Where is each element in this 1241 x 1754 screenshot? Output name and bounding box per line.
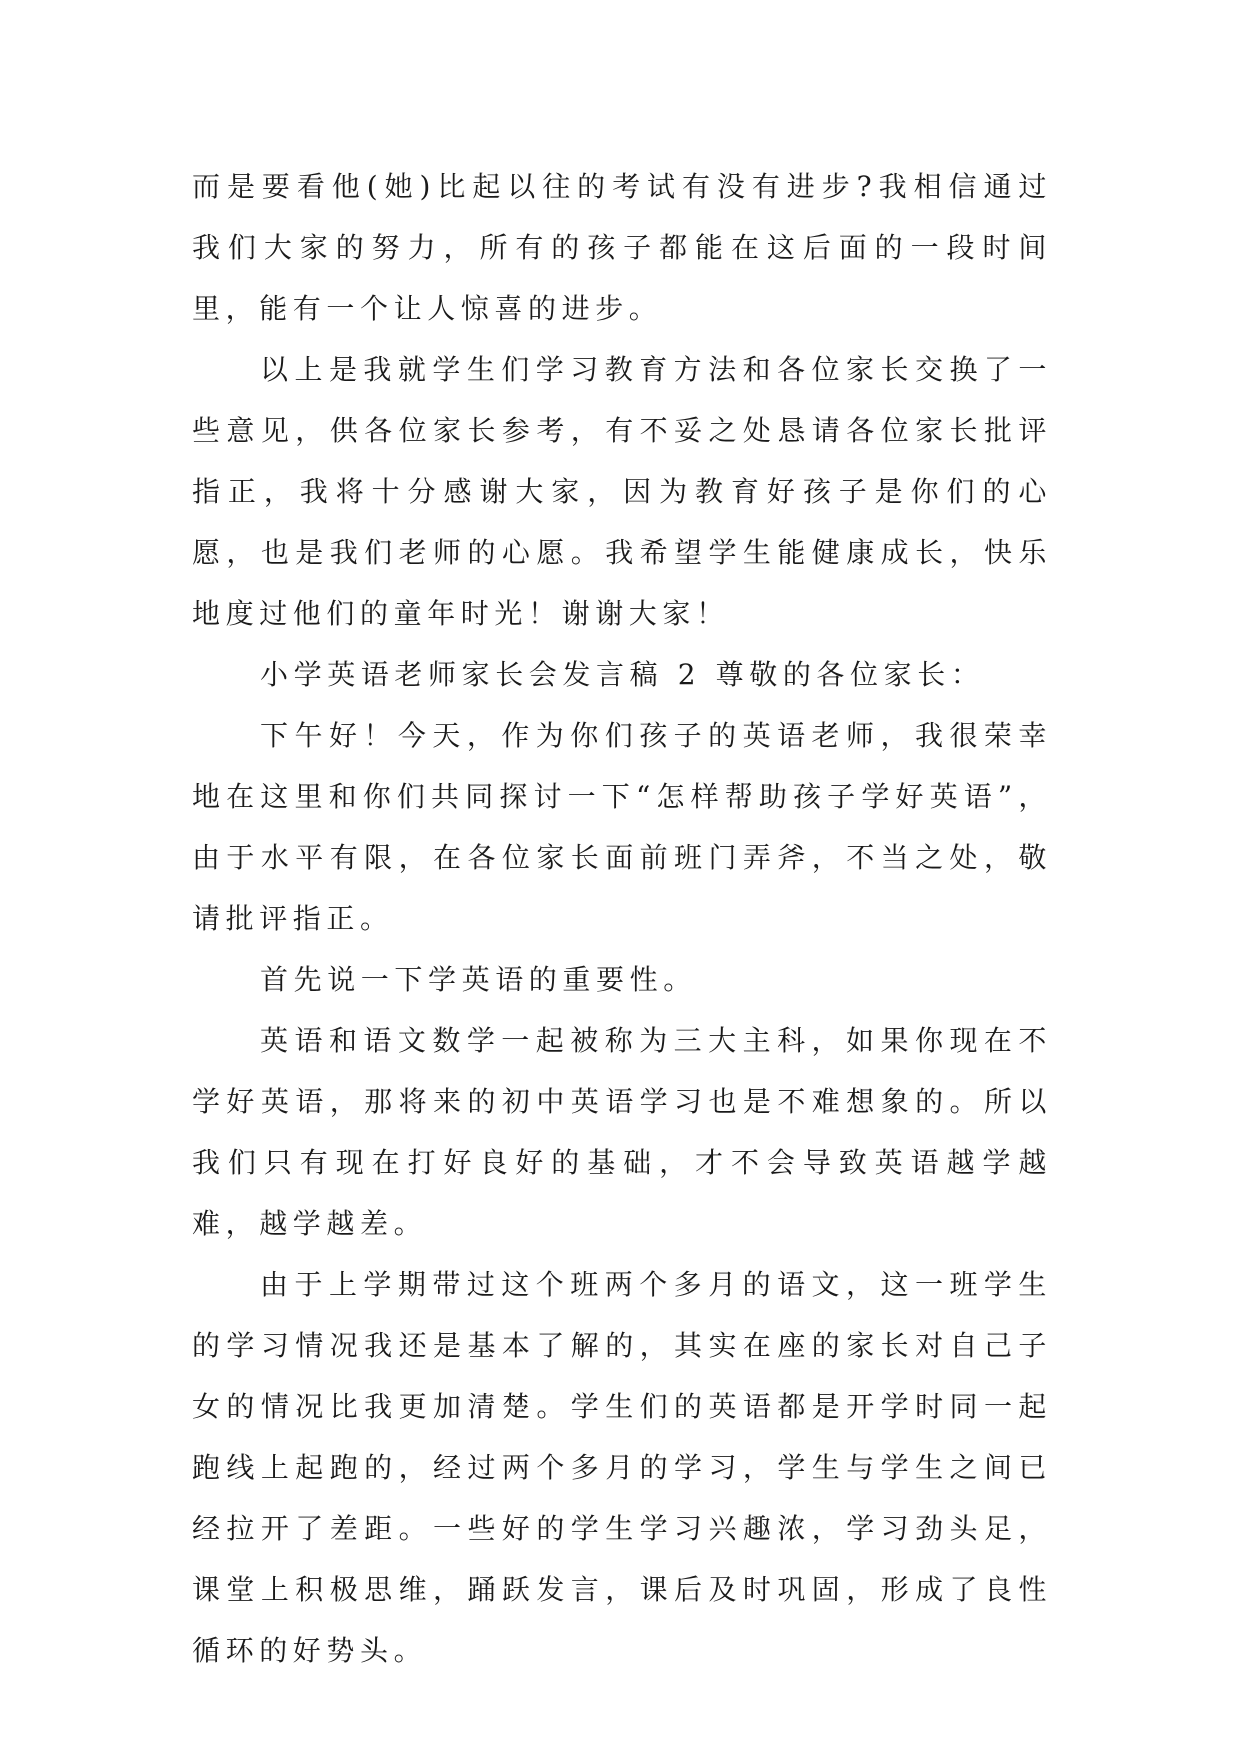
paragraph-3-heading: 小学英语老师家长会发言稿 2 尊敬的各位家长： bbox=[260, 658, 985, 691]
paragraph-1: 而是要看他(她)比起以往的考试有没有进步?我相信通过我们大家的努力，所有的孩子都能在这后面的一段时间里，能有一个让人惊喜的进步。 bbox=[192, 170, 1052, 325]
paragraph-4: 下午好！今天，作为你们孩子的英语老师，我很荣幸地在这里和你们共同探讨一下“怎样帮助孩子学好英语”，由于水平有限，在各位家长面前班门弄斧，不当之处，敬请批评指正。 bbox=[192, 719, 1052, 935]
document-page bbox=[192, 156, 1052, 1681]
paragraph-5: 首先说一下学英语的重要性。 bbox=[260, 963, 697, 996]
paragraph-6: 英语和语文数学一起被称为三大主科，如果你现在不学好英语，那将来的初中英语学习也是不难想象的。所以我们只有现在打好良好的基础，才不会导致英语越学越难，越学越差。 bbox=[192, 1024, 1052, 1240]
paragraph-7: 由于上学期带过这个班两个多月的语文，这一班学生的学习情况我还是基本了解的，其实在座的家长对自己子女的情况比我更加清楚。学生们的英语都是开学时同一起跑线上起跑的，经过两个多月的学习，学生与学生之间已经拉开了差距。一些好的学生学习兴趣浓，学习劲头足，课堂上积极思维，踊跃发言，课后及时巩固，形成了良性循环的好势头。 bbox=[192, 1268, 1052, 1667]
paragraph-2: 以上是我就学生们学习教育方法和各位家长交换了一些意见，供各位家长参考，有不妥之处恳请各位家长批评指正，我将十分感谢大家，因为教育好孩子是你们的心愿，也是我们老师的心愿。我希望学生能健康成长，快乐地度过他们的童年时光！谢谢大家！ bbox=[192, 353, 1052, 630]
